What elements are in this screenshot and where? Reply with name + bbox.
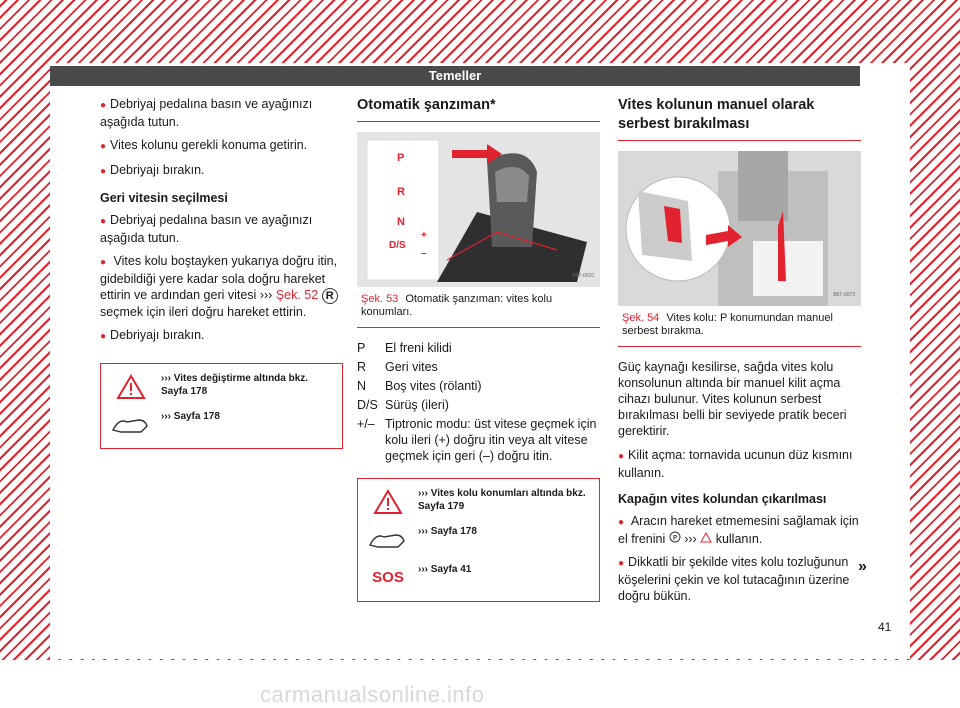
- paragraph: Güç kaynağı kesilirse, sağda vites kolu konsolunun altında bir manuel kilit açma cihazı bulunur. Vites kolunun serbest bırakılması belli bir seviyede pratik beceri gerektirir.: [618, 360, 847, 438]
- list-item-text: seçmek için ileri doğru hareket ettirin.: [100, 305, 307, 319]
- legend-text: Geri vites: [385, 360, 438, 374]
- manual-release-figure: [618, 151, 861, 306]
- continue-marker: »: [858, 558, 867, 575]
- legend-item: [357, 359, 600, 375]
- warning-box: [100, 363, 343, 449]
- warning-triangle-icon: [364, 487, 412, 517]
- legend-list: [357, 340, 600, 464]
- cover-heading: Kapağın vites kolundan çıkarılması: [618, 492, 827, 506]
- warning-box: [357, 478, 600, 602]
- note-hand-icon: [364, 525, 412, 555]
- legend-item: [357, 378, 600, 394]
- legend-item: [357, 397, 600, 413]
- warning-triangle-icon: [107, 372, 155, 402]
- note-ref-text[interactable]: ››› Sayfa 178: [161, 411, 220, 422]
- fig-label-n: N: [397, 216, 405, 228]
- column-right: [618, 96, 861, 611]
- list-item: ● Debriyaj pedalına basın ve ayağınızı aşağıda tutun.: [100, 96, 343, 130]
- legend-text: Sürüş (ileri): [385, 398, 449, 412]
- caption-text: Otomatik şanzıman: vites kolu konumları.: [361, 293, 553, 318]
- list-item: ● Vites kolunu gerekli konuma getirin.: [100, 137, 343, 155]
- legend-key: N: [357, 379, 367, 393]
- note-hand-icon: [107, 410, 155, 440]
- list-item: ● Debriyaj pedalına basın ve ayağınızı aşağıda tutun.: [100, 212, 343, 246]
- page-number: 41: [878, 620, 892, 634]
- column-middle: [357, 96, 600, 602]
- warning-ref-text[interactable]: ››› Vites kolu konumları altında bkz. Sayfa 179: [418, 488, 586, 512]
- header-title: Temeller: [50, 66, 860, 86]
- figure-caption: [618, 306, 861, 347]
- gear-shifter-illustration: [357, 132, 600, 287]
- legend-key: R: [357, 360, 367, 374]
- note-ref-text[interactable]: ››› Sayfa 178: [418, 526, 477, 537]
- sos-row: [364, 563, 593, 593]
- list-item: [100, 253, 343, 320]
- svg-text:P: P: [672, 534, 677, 542]
- reverse-heading: Geri vitesin seçilmesi: [100, 191, 228, 205]
- footer-watermark: carmanualsonline.info: [260, 682, 485, 707]
- caption-label: Şek. 54: [622, 312, 660, 324]
- legend-text: Boş vites (rölanti): [385, 379, 482, 393]
- column-left: [100, 96, 343, 449]
- ref-arrow: ›››: [259, 288, 273, 302]
- handbrake-icon: [669, 532, 684, 546]
- fig-label-plus: +: [421, 230, 427, 241]
- legend-item: [357, 340, 600, 356]
- list-item-text: Vites kolu boştayken yukarıya doğru itin, gidebildiği yere kadar sola doğru hareket ettirin ve ardından geri vitesi: [100, 254, 338, 302]
- warning-row: [364, 487, 593, 517]
- fig-label-ds: D/S: [389, 240, 406, 251]
- figure-caption: [357, 287, 600, 328]
- gear-shifter-figure: [357, 132, 600, 287]
- sos-icon: SOS: [372, 569, 404, 586]
- warning-row: [107, 372, 336, 402]
- figure-code: B5T-0010: [572, 273, 594, 279]
- caption-label: Şek. 53: [361, 293, 399, 305]
- note-row: [364, 525, 593, 555]
- caption-text: Vites kolu: P konumundan manuel serbest bırakma.: [622, 312, 833, 337]
- legend-item: [357, 416, 600, 464]
- fig-label-minus: –: [421, 248, 427, 259]
- list-item-text: kullanın.: [715, 532, 763, 546]
- list-item: ● Dikkatli bir şekilde vites kolu tozluğunun köşelerini çekin ve kol tutacağının üzerine doğru bükün.: [618, 554, 861, 604]
- legend-text: El freni kilidi: [385, 341, 452, 355]
- list-item: ● Debriyajı bırakın.: [100, 327, 343, 345]
- list-item: ● Kilit açma: tornavida ucunun düz kısmını kullanın.: [618, 447, 861, 481]
- figure-ref-link[interactable]: Şek. 52: [275, 288, 319, 302]
- section-title: Vites kolunun manuel olarak serbest bırakılması: [618, 96, 861, 141]
- figure-code: B5T-0073: [833, 292, 855, 298]
- sos-ref-text[interactable]: ››› Sayfa 41: [418, 564, 472, 575]
- warning-ref-text[interactable]: ››› Vites değiştirme altında bkz. Sayfa 178: [161, 373, 309, 397]
- legend-key: P: [357, 341, 366, 355]
- warning-triangle-icon[interactable]: [700, 532, 715, 546]
- fig-label-r: R: [397, 186, 405, 198]
- list-item: ● Debriyajı bırakın.: [100, 162, 343, 180]
- section-title: Otomatik şanzıman*: [357, 96, 600, 122]
- ref-arrow: ›››: [684, 532, 697, 546]
- note-row: [107, 410, 336, 440]
- legend-key: +/–: [357, 417, 375, 431]
- fig-label-p: P: [397, 152, 405, 164]
- reverse-circle-icon: R: [322, 288, 338, 304]
- legend-text: Tiptronic modu: üst vitese geçmek için kolu ileri (+) doğru itin veya alt vitese geçmek için geri (–) doğru itin.: [385, 417, 597, 463]
- list-item-text: Aracın hareket etmemesini sağlamak için el frenini: [618, 514, 859, 546]
- manual-release-illustration: [618, 151, 861, 306]
- list-item: [618, 513, 861, 547]
- legend-key: D/S: [357, 398, 378, 412]
